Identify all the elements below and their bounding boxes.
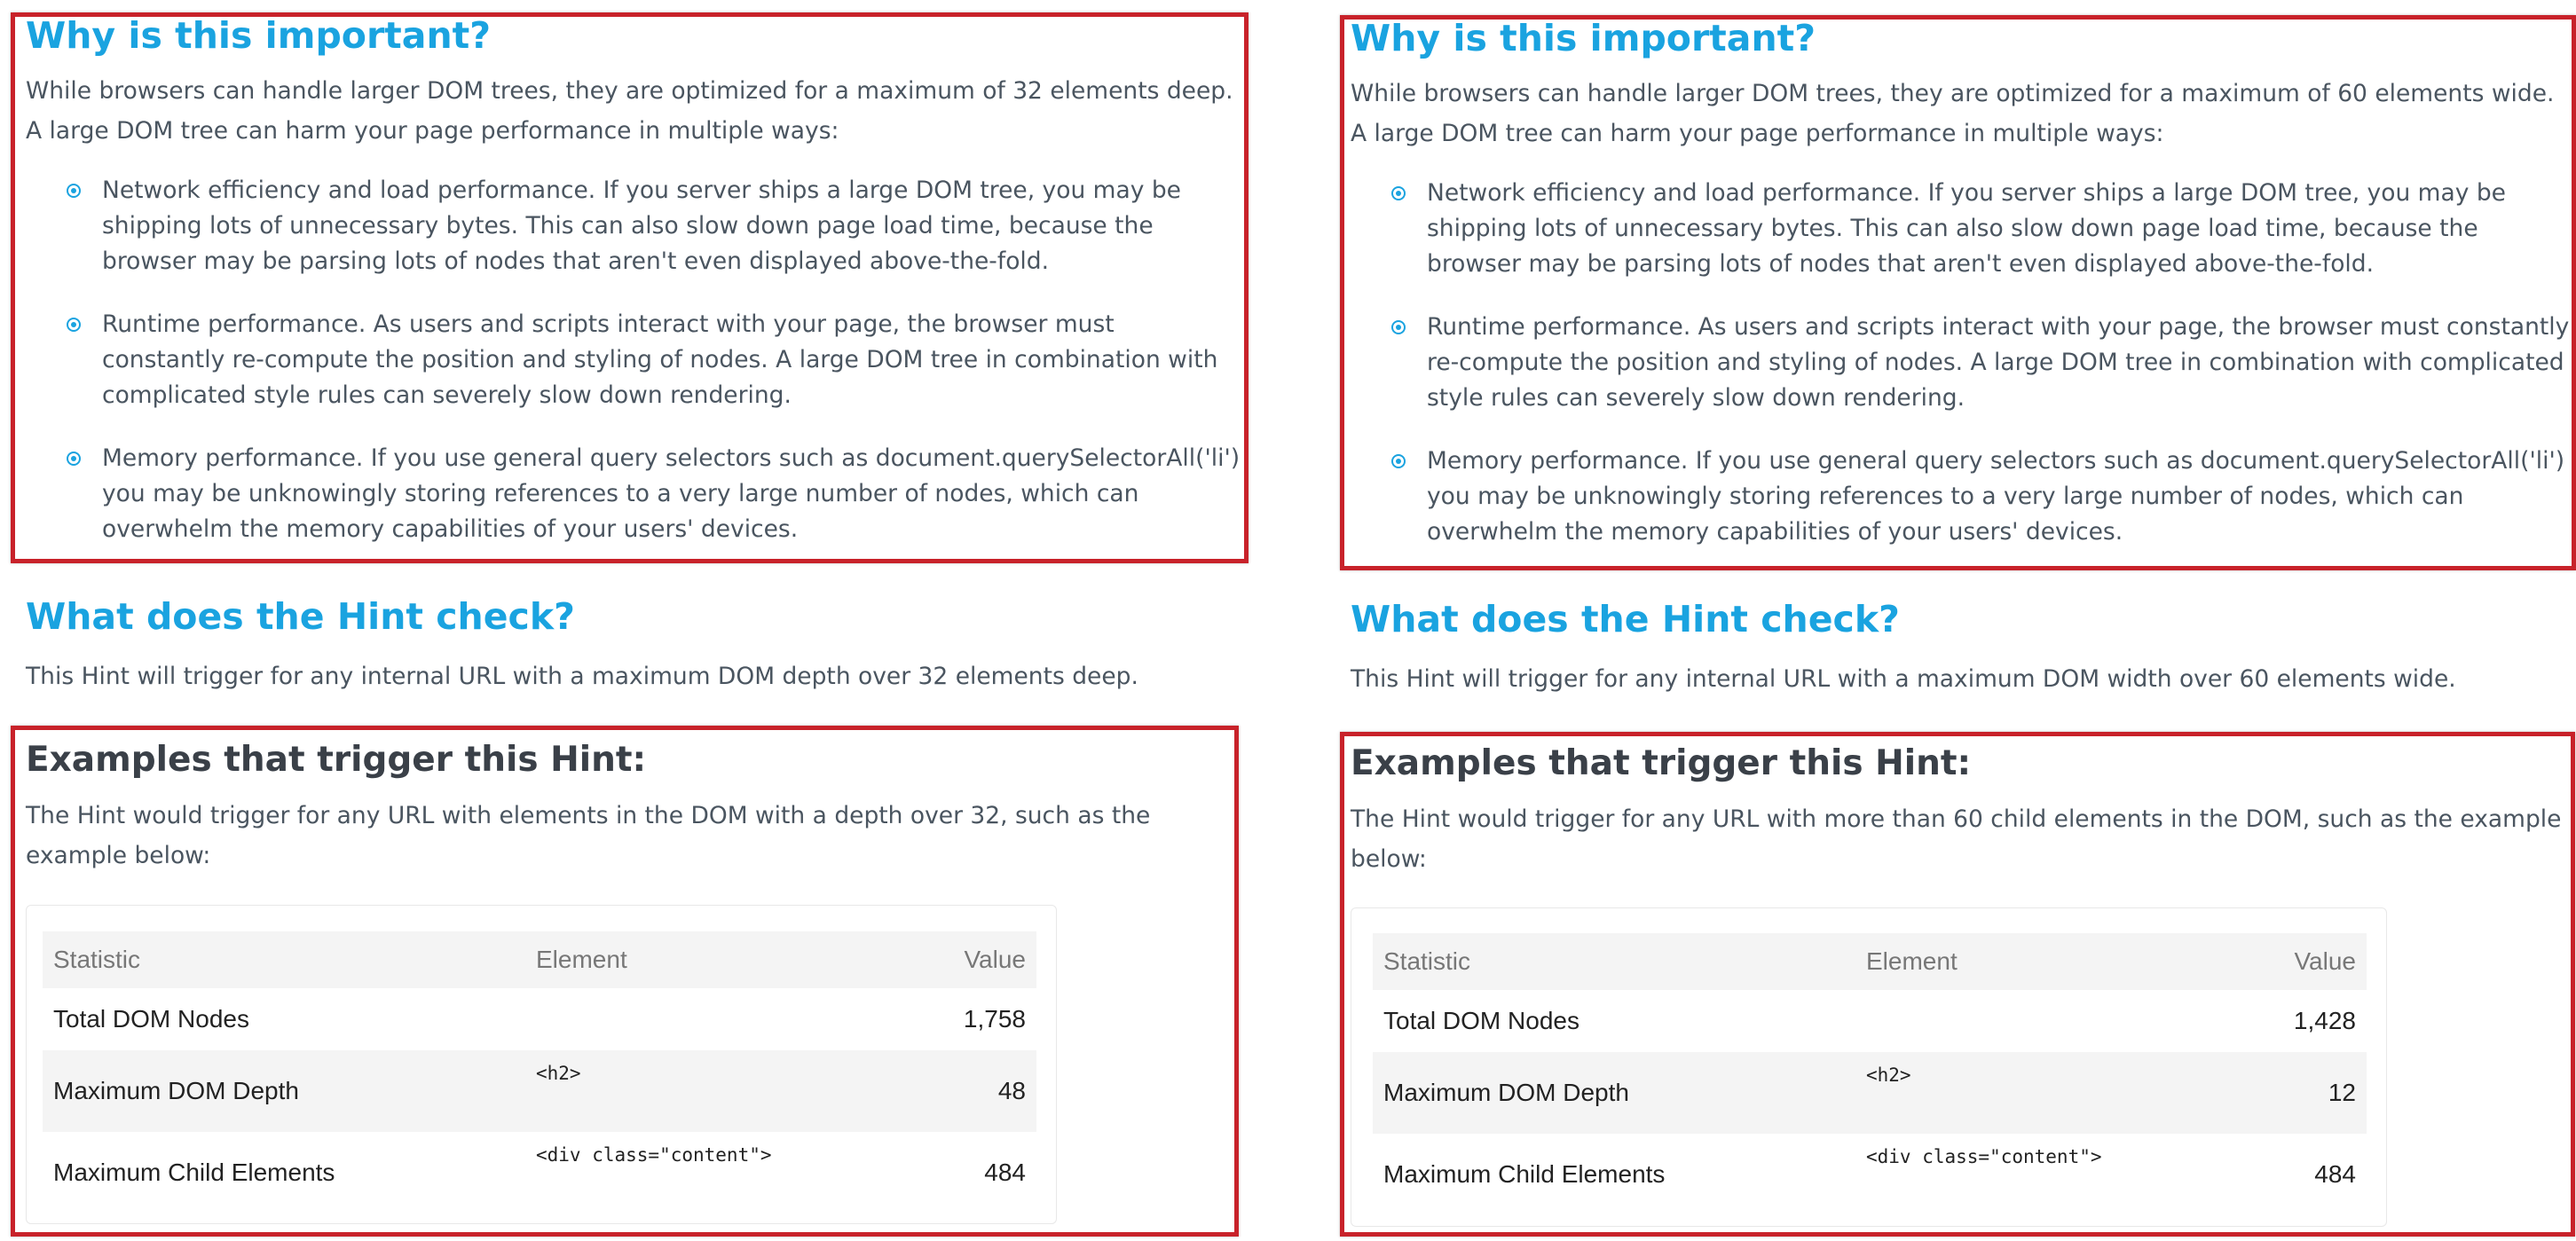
stats-table [1373, 933, 2367, 1215]
bullet-icon [67, 452, 81, 466]
why-intro: While browsers can handle larger DOM trees, they are optimized for a maximum of 60 elements wide. A large DOM tree can harm your page performance in multiple ways: [1351, 80, 2555, 147]
table-row [1373, 1052, 2367, 1134]
cell-value: 1,758 [963, 1005, 1026, 1033]
examples-heading: Examples that trigger this Hint: [26, 740, 647, 780]
bullet-icon [1391, 186, 1406, 200]
why-intro: While browsers can handle larger DOM trees, they are optimized for a maximum of 32 elements deep. A large DOM tree can harm your page performance in multiple ways: [26, 77, 1233, 145]
check-heading: What does the Hint check? [1351, 598, 1900, 640]
cell-statistic: Total DOM Nodes [1383, 1007, 1579, 1034]
examples-heading: Examples that trigger this Hint: [1351, 743, 1972, 783]
cell-statistic: Total DOM Nodes [53, 1005, 249, 1033]
list-item: Runtime performance. As users and scripts interact with your page, the browser must constantly re-compute the position and styling of nodes. A large DOM tree in combination with complicated style rules can severely slow down rendering. [26, 307, 1241, 413]
cell-element: <h2> [536, 1063, 581, 1084]
column-header-statistic: Statistic [1383, 947, 1471, 975]
check-text: This Hint will trigger for any internal URL with a maximum DOM depth over 32 elements deep. [26, 663, 1138, 690]
right-panel [1326, 0, 2576, 1241]
table-row [1373, 990, 2367, 1052]
table-header-row [43, 931, 1036, 988]
list-item: Runtime performance. As users and scripts interact with your page, the browser must constantly re-compute the position and styling of nodes. A large DOM tree in combination with complicated style rules can severely slow down rendering. [1351, 310, 2575, 416]
examples-text: The Hint would trigger for any URL with more than 60 child elements in the DOM, such as the example below: [1351, 805, 2562, 873]
list-item: Network efficiency and load performance. If you server ships a large DOM tree, you may be shipping lots of unnecessary bytes. This can also slow down page load time, because the browser may be parsing lots of nodes that aren't even displayed above-the-fold. [1351, 176, 2575, 282]
cell-value: 484 [2314, 1160, 2356, 1188]
table-row [43, 988, 1036, 1050]
why-bullets [1351, 176, 2575, 550]
bullet-icon [1391, 320, 1406, 334]
column-header-value: Value [964, 946, 1026, 973]
check-section [26, 590, 1241, 696]
table-row [1373, 1134, 2367, 1215]
why-bullets [26, 173, 1241, 547]
bullet-icon [67, 184, 81, 198]
cell-statistic: Maximum Child Elements [1383, 1160, 1666, 1188]
table-header-row [1373, 933, 2367, 990]
cell-element: <h2> [1866, 1064, 1911, 1086]
check-section [1351, 593, 2575, 699]
why-section [26, 9, 1241, 575]
stats-table [43, 931, 1036, 1214]
cell-statistic: Maximum Child Elements [53, 1159, 335, 1186]
left-panel [0, 0, 1278, 1241]
cell-statistic: Maximum DOM Depth [1383, 1079, 1629, 1106]
column-header-value: Value [2294, 947, 2356, 975]
cell-element: <div class="content"> [536, 1144, 772, 1166]
cell-value: 12 [2328, 1079, 2356, 1106]
check-heading: What does the Hint check? [26, 595, 575, 638]
bullet-icon [1391, 454, 1406, 468]
bullet-icon [67, 318, 81, 332]
why-section [1351, 12, 2575, 577]
cell-statistic: Maximum DOM Depth [53, 1077, 299, 1104]
list-item: Memory performance. If you use general query selectors such as document.querySelectorAll('li') you may be unknowingly storing references to a very large number of nodes, which can overwhelm the memory capabilities of your users' devices. [26, 441, 1241, 547]
why-heading: Why is this important? [26, 14, 492, 57]
cell-element: <div class="content"> [1866, 1146, 2102, 1167]
column-header-element: Element [1866, 947, 1958, 975]
table-row [43, 1132, 1036, 1214]
table-row [43, 1050, 1036, 1132]
examples-section [26, 738, 1237, 876]
check-text: This Hint will trigger for any internal URL with a maximum DOM width over 60 elements wide. [1351, 665, 2456, 693]
examples-text: The Hint would trigger for any URL with elements in the DOM with a depth over 32, such as the example below: [26, 802, 1151, 869]
cell-value: 484 [984, 1159, 1026, 1186]
examples-section [1351, 742, 2571, 879]
list-item: Network efficiency and load performance. If you server ships a large DOM tree, you may be shipping lots of unnecessary bytes. This can also slow down page load time, because the browser may be parsing lots of nodes that aren't even displayed above-the-fold. [26, 173, 1241, 279]
column-header-statistic: Statistic [53, 946, 141, 973]
list-item: Memory performance. If you use general query selectors such as document.querySelectorAll('li') you may be unknowingly storing references to a very large number of nodes, which can overwhelm the memory capabilities of your users' devices. [1351, 444, 2575, 550]
column-header-element: Element [536, 946, 627, 973]
why-heading: Why is this important? [1351, 17, 1816, 59]
cell-value: 1,428 [2293, 1007, 2356, 1034]
cell-element [525, 988, 919, 1050]
cell-element [1855, 990, 2249, 1052]
cell-value: 48 [997, 1077, 1026, 1104]
